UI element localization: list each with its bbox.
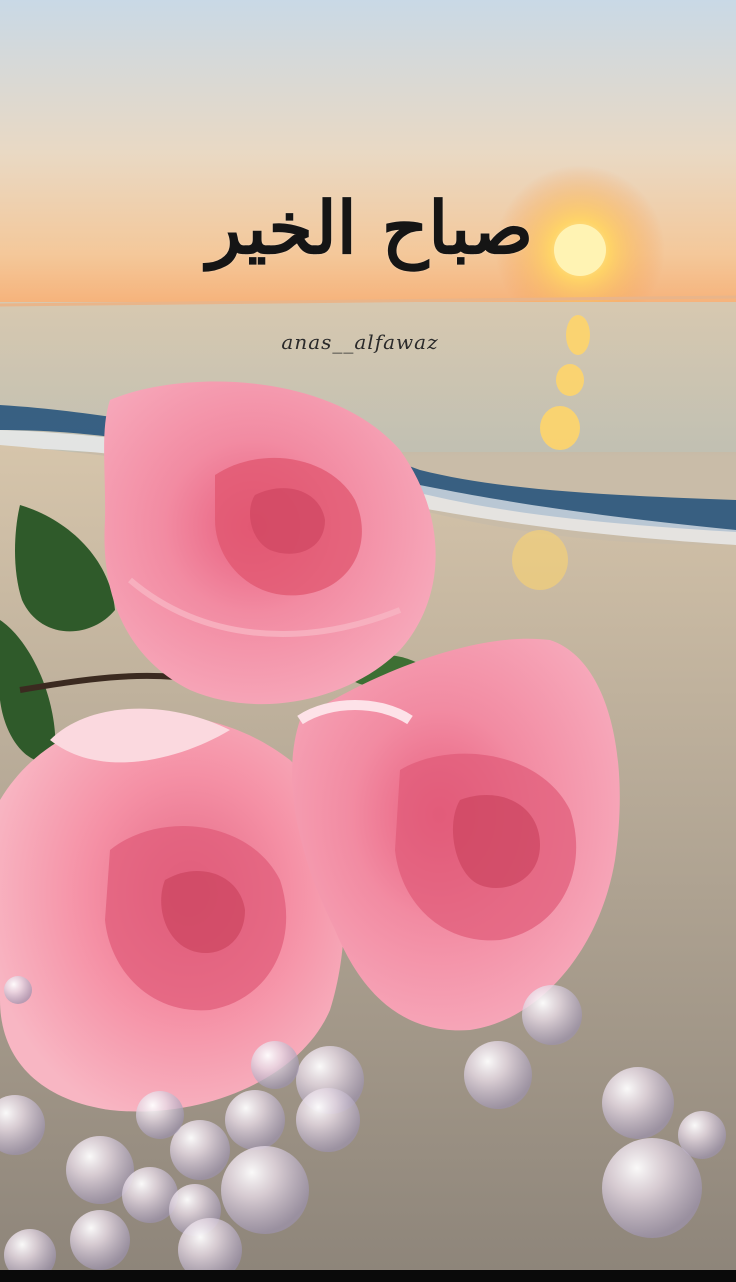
sand-reflection xyxy=(512,530,568,590)
greeting-title: صباح الخير xyxy=(206,185,534,270)
sun-core xyxy=(554,224,606,276)
watermark-text: anas__alfawaz xyxy=(281,330,439,354)
bottom-bar xyxy=(0,1270,736,1282)
